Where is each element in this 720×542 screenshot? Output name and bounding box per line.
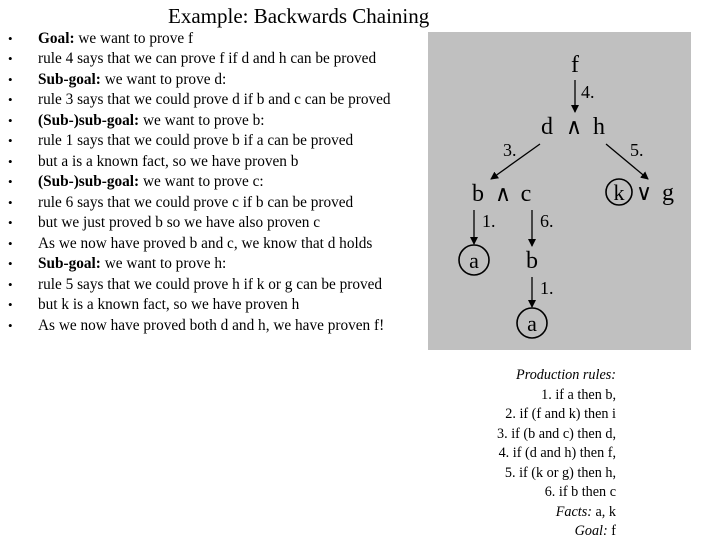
rule-line: 2. if (f and k) then i xyxy=(505,406,616,422)
bullet-text: rule 4 says that we can prove f if d and h can be proved xyxy=(38,50,377,68)
node-b-lower: b xyxy=(526,248,538,274)
rule-line: 3. if (b and c) then d, xyxy=(497,425,616,442)
bullet-text: As we now have proved b and c, we know that d holds xyxy=(38,234,373,252)
bullet-item xyxy=(8,71,408,89)
rule-line: 4. if (d and h) then f, xyxy=(498,445,616,461)
bullet-item xyxy=(8,235,408,253)
bullet-dot-icon: • xyxy=(8,276,13,292)
bullet-dot-icon: • xyxy=(8,194,13,210)
bullet-dot-icon: • xyxy=(8,317,13,333)
tree-svg xyxy=(428,32,691,350)
rule-label-5: 5. xyxy=(630,140,644,160)
bullet-label: Goal: xyxy=(38,30,75,47)
rule-label-6: 6. xyxy=(540,211,554,231)
bullet-item xyxy=(8,194,408,212)
bullet-text: As we now have proved both d and h, we have proven f! xyxy=(38,316,385,334)
slide-title: Example: Backwards Chaining xyxy=(168,4,430,28)
bullet-dot-icon: • xyxy=(8,153,13,169)
bullet-item xyxy=(8,50,408,68)
bullet-item xyxy=(8,112,408,130)
facts-line xyxy=(497,503,616,523)
rule-line: 6. if b then c xyxy=(544,484,616,500)
bullet-dot-icon: • xyxy=(8,297,13,313)
backward-chaining-tree xyxy=(428,32,691,350)
bullet-text: rule 5 says that we could prove h if k or g can be proved xyxy=(38,275,383,293)
node-a-lower: a xyxy=(527,311,537,336)
bullet-dot-icon: • xyxy=(8,92,13,108)
bullet-item xyxy=(8,132,408,150)
bullet-item xyxy=(8,30,408,48)
bullet-dot-icon: • xyxy=(8,174,13,190)
node-a-left: a xyxy=(469,248,479,273)
bullet-dot-icon: • xyxy=(8,112,13,128)
bullet-text: but k is a known fact, so we have proven h xyxy=(38,296,300,314)
bullet-text: we want to prove b: xyxy=(139,111,265,129)
or-symbol: ∨ xyxy=(635,180,653,205)
rule-line: 5. if (k or g) then h, xyxy=(504,464,616,481)
rule-label-1-right: 1. xyxy=(540,278,554,298)
bullet-text: we want to prove h: xyxy=(100,255,227,273)
bullet-item xyxy=(8,255,408,273)
bullet-dot-icon: • xyxy=(8,215,13,231)
node-d: d xyxy=(541,114,553,140)
goal-label: Goal: xyxy=(574,523,608,539)
bullet-item xyxy=(8,173,408,191)
goal-line xyxy=(497,522,616,542)
facts-label: Facts: xyxy=(555,503,592,520)
node-g: g xyxy=(662,180,674,206)
facts-value: a, k xyxy=(591,503,616,520)
bullet-list xyxy=(8,30,408,337)
node-b: b xyxy=(472,181,484,207)
goal-value: f xyxy=(607,523,616,539)
bullet-dot-icon: • xyxy=(8,71,13,87)
bullet-text: we want to prove d: xyxy=(100,70,227,88)
bullet-text: rule 1 says that we could prove b if a can be proved xyxy=(38,132,354,150)
bullet-dot-icon: • xyxy=(8,256,13,272)
bullet-text: but a is a known fact, so we have proven b xyxy=(38,152,299,170)
bullet-dot-icon: • xyxy=(8,31,13,46)
bullet-label: (Sub-)sub-goal: xyxy=(38,173,140,191)
rule-label-3: 3. xyxy=(503,140,517,160)
and-symbol: ∧ xyxy=(494,181,512,206)
bullet-item xyxy=(8,276,408,294)
node-k: k xyxy=(613,180,625,205)
bullet-text: rule 6 says that we could prove c if b can be proved xyxy=(38,193,354,211)
bullet-label: (Sub-)sub-goal: xyxy=(38,111,140,129)
production-rules-heading: Production rules: xyxy=(516,367,616,383)
node-h: h xyxy=(593,114,605,140)
bullet-text: we want to prove c: xyxy=(139,173,264,191)
bullet-item xyxy=(8,296,408,314)
rule-label-1-left: 1. xyxy=(482,211,496,231)
bullet-item xyxy=(8,317,408,335)
bullet-dot-icon: • xyxy=(8,235,13,251)
node-c: c xyxy=(520,181,532,207)
bullet-dot-icon: • xyxy=(8,133,13,149)
bullet-item xyxy=(8,214,408,232)
bullet-item xyxy=(8,153,408,171)
bullet-text: rule 3 says that we could prove d if b and c can be proved xyxy=(38,91,391,109)
rule-line: 1. if a then b, xyxy=(541,386,616,403)
bullet-text: we want to prove f xyxy=(74,30,194,47)
bullet-item xyxy=(8,91,408,109)
bullet-text: but we just proved b so we have also proven c xyxy=(38,214,321,232)
rule-label-4: 4. xyxy=(581,82,595,102)
production-rules-panel xyxy=(497,366,616,542)
bullet-dot-icon: • xyxy=(8,51,13,67)
and-symbol: ∧ xyxy=(565,114,583,139)
bullet-label: Sub-goal: xyxy=(38,255,101,273)
node-f: f xyxy=(571,52,579,78)
bullet-label: Sub-goal: xyxy=(38,70,101,88)
